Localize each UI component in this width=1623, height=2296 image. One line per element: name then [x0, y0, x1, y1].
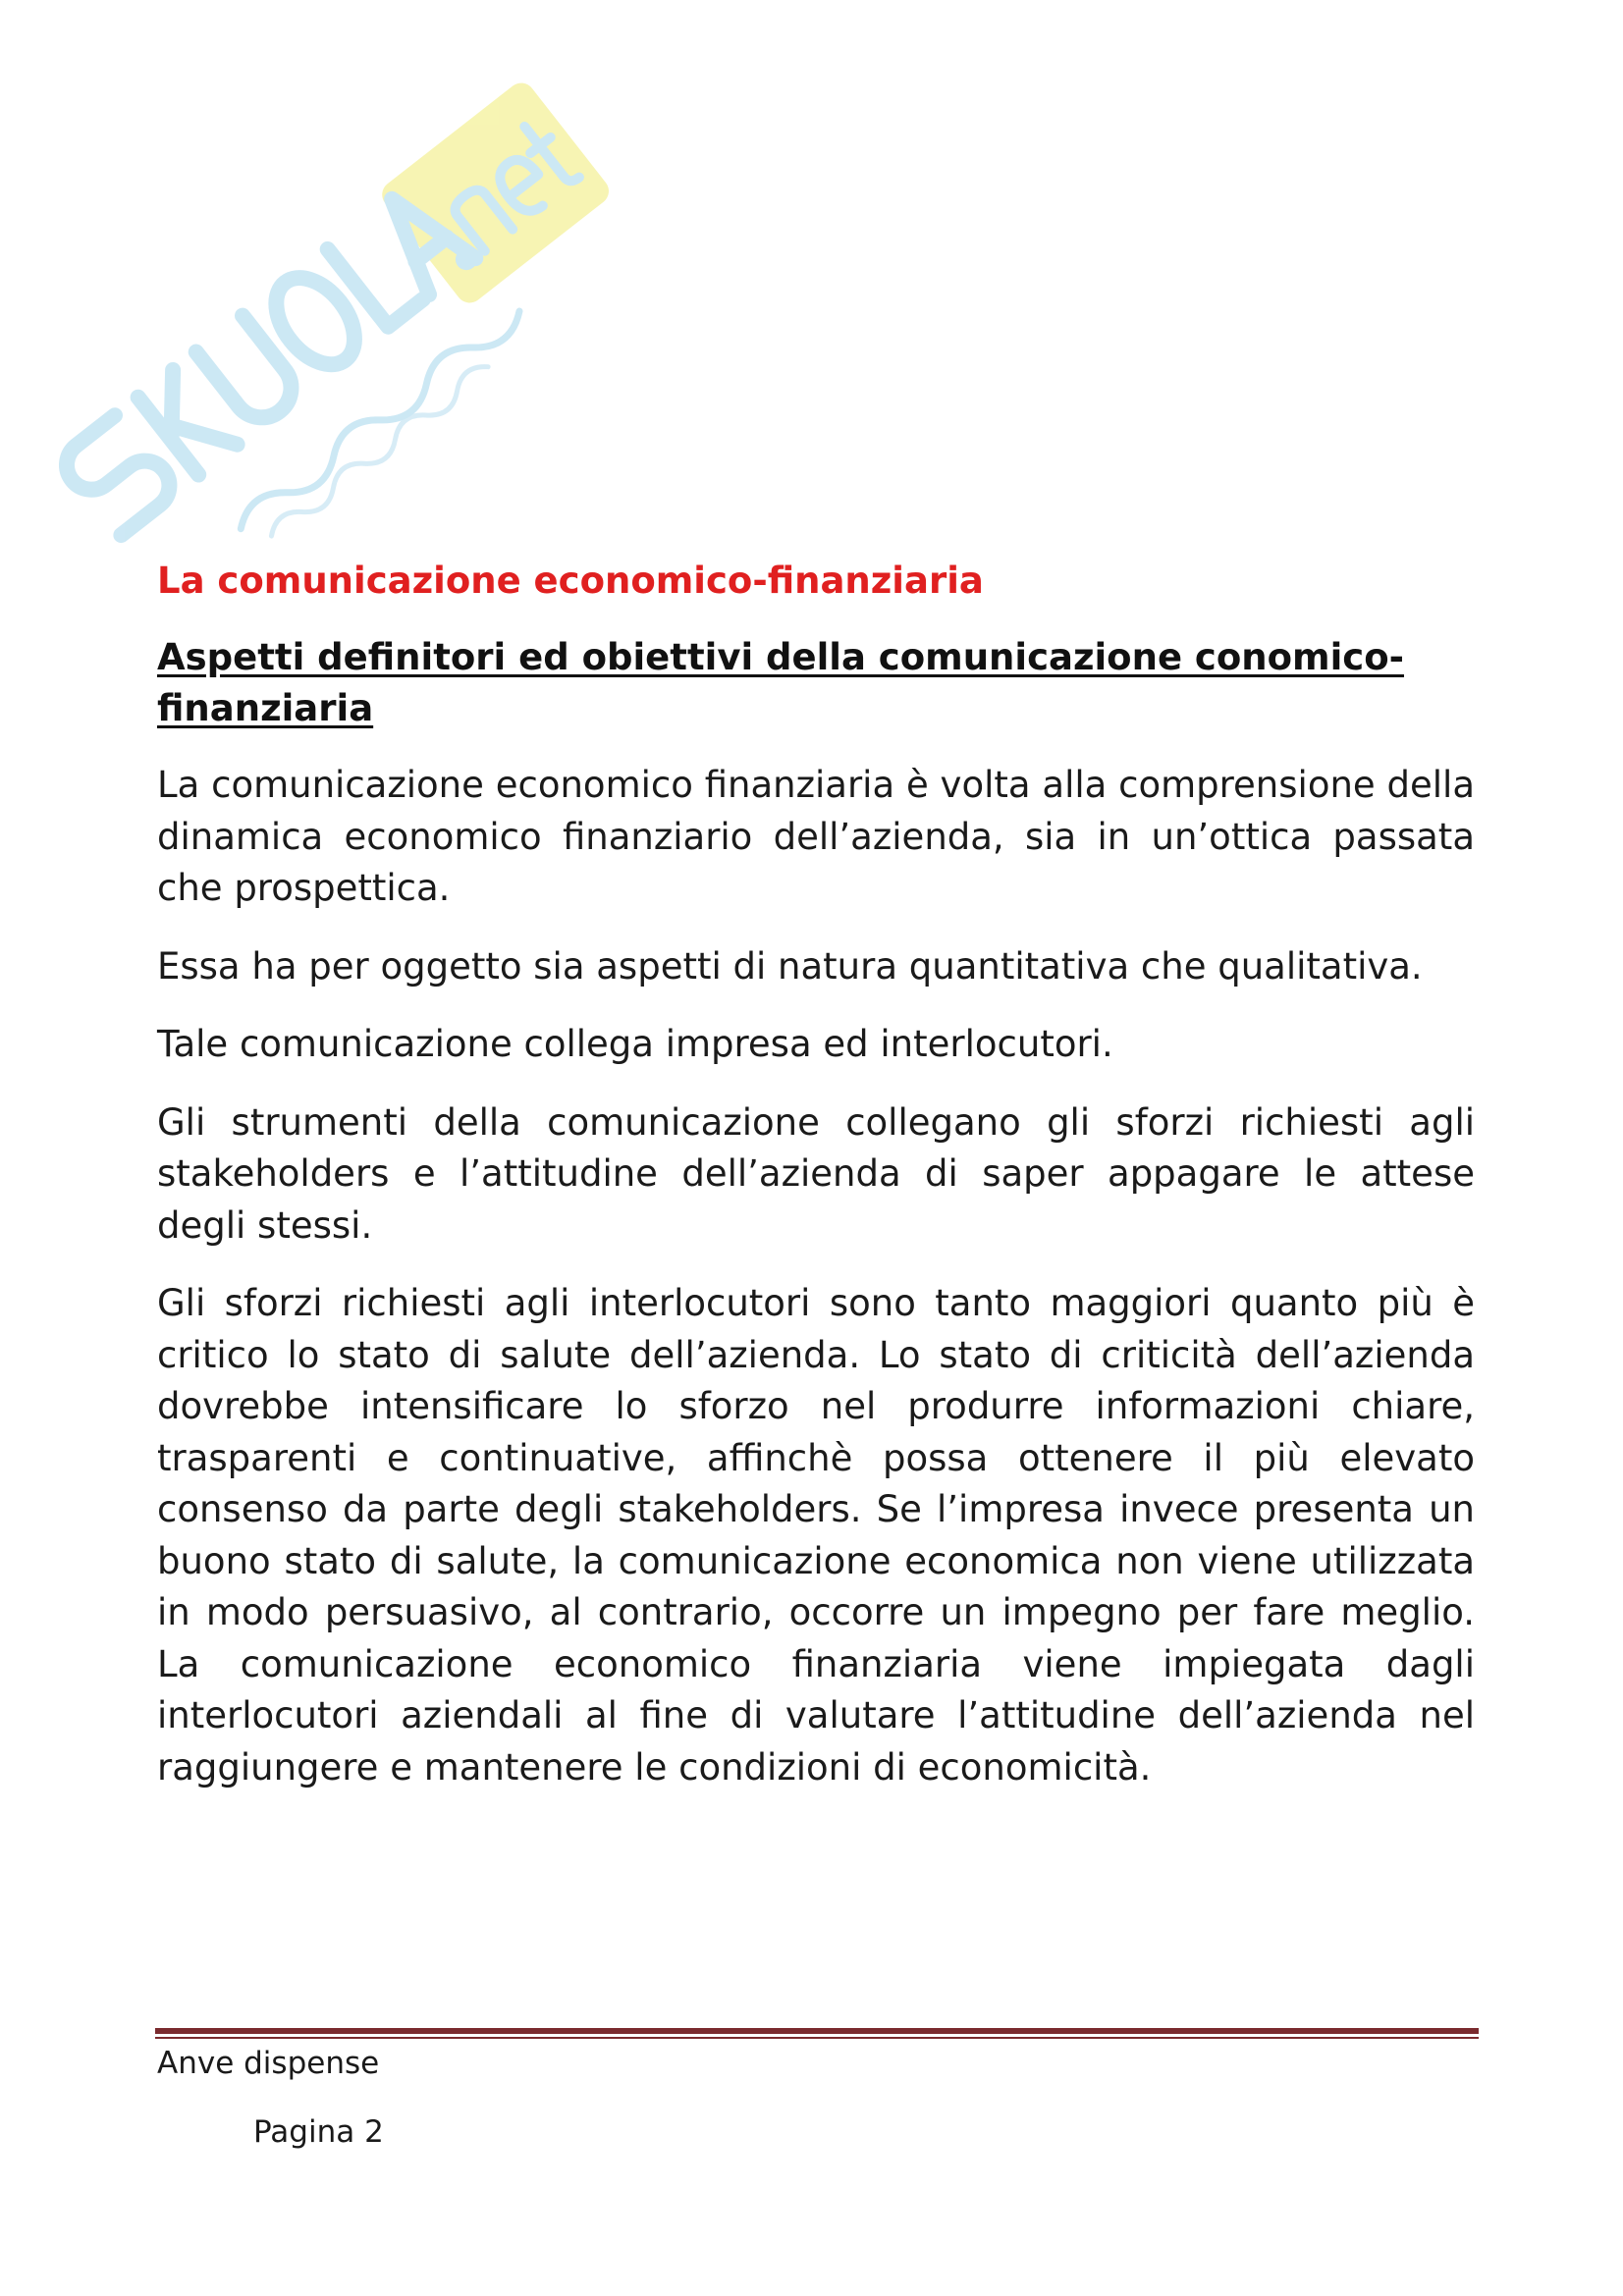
- page-number: Pagina 2: [253, 2114, 384, 2150]
- footer-divider: [155, 2028, 1479, 2042]
- footer-divider-thin: [155, 2037, 1479, 2039]
- footer-source: Anve dispense: [157, 2046, 380, 2081]
- document-title: La comunicazione economico-finanziaria: [157, 560, 984, 602]
- paragraph: Gli sforzi richiesti agli interlocutori sono tanto maggiori quanto più è critico lo stato di salute dell’azienda. Lo stato di criticità dell’azienda dovrebbe intensificare lo sforzo nel produrre informazioni chiare, trasparenti e continuative, affinchè possa ottenere il più elevato consenso da parte degli stakeholders. Se l’impresa invece presenta un buono stato di salute, la comunicazione economica non viene utilizzata in modo persuasivo, al contrario, occorre un impegno per fare meglio. La comunicazione economico finanziaria viene impiegata dagli interlocutori aziendali al fine di valutare l’attitudine dell’azienda nel raggiungere e mantenere le condizioni di economicità.: [157, 1282, 1475, 1789]
- paragraph: Gli strumenti della comunicazione collegano gli sforzi richiesti agli stakeholders e l’attitudine dell’azienda di saper appagare le attese degli stessi.: [157, 1100, 1475, 1247]
- footer-divider-thick: [155, 2028, 1479, 2034]
- document-body: [157, 556, 1475, 1820]
- paragraph: Essa ha per oggetto sia aspetti di natura quantitativa che qualitativa.: [157, 944, 1423, 988]
- paragraph: Tale comunicazione collega impresa ed interlocutori.: [157, 1023, 1113, 1065]
- section-heading: Aspetti definitori ed obiettivi della comunicazione conomico-finanziaria: [157, 636, 1404, 729]
- paragraph: La comunicazione economico finanziaria è volta alla comprensione della dinamica economico finanziario dell’azienda, sia in un’ottica passata che prospettica.: [157, 764, 1475, 909]
